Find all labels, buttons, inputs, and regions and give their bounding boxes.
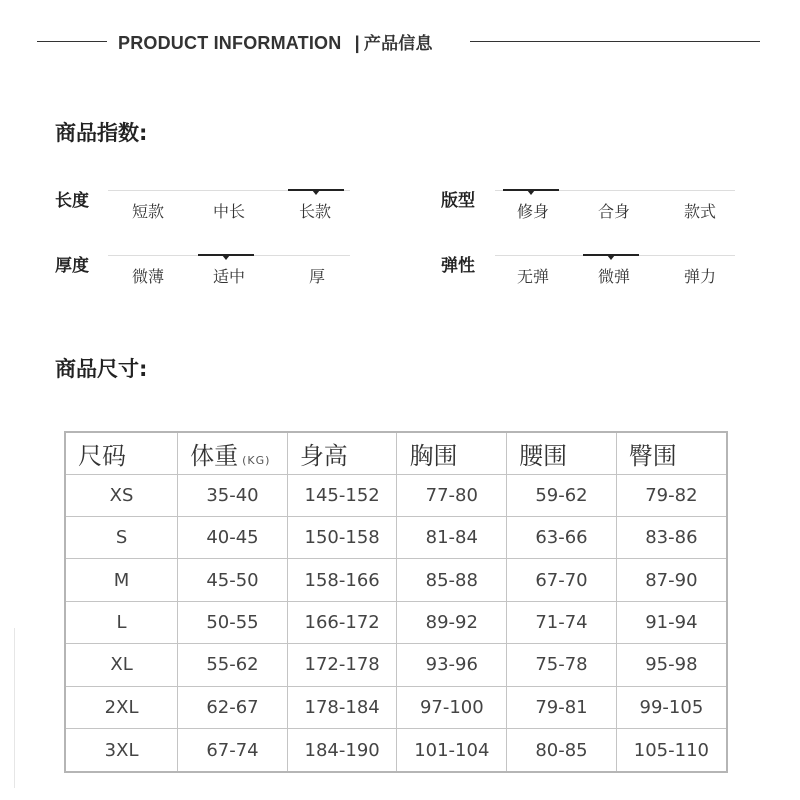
attr-option-selected: 适中 — [212, 267, 245, 286]
table-cell: 67-74 — [178, 729, 288, 772]
weight-unit: (KG) — [242, 453, 271, 467]
attr-marker-fit — [503, 189, 559, 191]
attr-option: 合身 — [597, 202, 630, 221]
size-section-title: 商品尺寸: — [55, 357, 148, 381]
table-cell: 150-158 — [287, 516, 397, 558]
table-cell: S — [65, 516, 178, 558]
table-row — [65, 729, 727, 772]
header-title-cn: 产品信息 — [363, 34, 433, 54]
column-header-weight-label: 体重 — [190, 441, 239, 470]
table-row — [65, 644, 727, 686]
attr-marker-thickness — [198, 254, 254, 256]
attr-option-selected: 长款 — [298, 202, 331, 221]
header-right-rule — [470, 41, 760, 42]
table-cell: 89-92 — [397, 601, 507, 643]
attr-option: 厚 — [308, 267, 325, 286]
header-separator: | — [354, 33, 360, 53]
attr-option-selected: 微弹 — [597, 267, 630, 286]
table-cell: 45-50 — [178, 559, 288, 601]
table-cell: 67-70 — [507, 559, 617, 601]
table-cell: 35-40 — [178, 474, 288, 516]
attr-label-length: 长度 — [55, 191, 89, 211]
table-cell: 178-184 — [287, 686, 397, 728]
table-cell: XS — [65, 474, 178, 516]
attr-option: 无弹 — [516, 267, 549, 286]
table-row — [65, 559, 727, 601]
table-cell: 91-94 — [616, 601, 727, 643]
table-cell: 79-81 — [507, 686, 617, 728]
table-cell: 184-190 — [287, 729, 397, 772]
table-cell: 158-166 — [287, 559, 397, 601]
attr-option: 短款 — [131, 202, 164, 221]
attr-marker-length — [288, 189, 344, 191]
table-cell: 93-96 — [397, 644, 507, 686]
attr-label-elasticity: 弹性 — [441, 256, 475, 276]
table-cell: 3XL — [65, 729, 178, 772]
table-cell: 95-98 — [616, 644, 727, 686]
table-cell: M — [65, 559, 178, 601]
table-header-row — [65, 432, 727, 474]
table-cell: L — [65, 601, 178, 643]
attr-option: 款式 — [683, 202, 716, 221]
column-header-chest: 胸围 — [397, 432, 507, 474]
attr-option: 弹力 — [683, 267, 716, 286]
header-title-en: PRODUCT INFORMATION — [118, 33, 342, 53]
attr-option: 微薄 — [131, 267, 164, 286]
table-cell: 172-178 — [287, 644, 397, 686]
header-title — [118, 29, 433, 54]
header-left-rule — [37, 41, 107, 42]
table-cell: 2XL — [65, 686, 178, 728]
table-cell: 59-62 — [507, 474, 617, 516]
table-row — [65, 601, 727, 643]
table-cell: 71-74 — [507, 601, 617, 643]
table-cell: 81-84 — [397, 516, 507, 558]
attr-option-selected: 修身 — [516, 202, 549, 221]
table-cell: XL — [65, 644, 178, 686]
index-section-title: 商品指数: — [55, 121, 148, 145]
table-cell: 166-172 — [287, 601, 397, 643]
table-row — [65, 474, 727, 516]
table-cell: 62-67 — [178, 686, 288, 728]
table-cell: 101-104 — [397, 729, 507, 772]
table-cell: 75-78 — [507, 644, 617, 686]
table-cell: 63-66 — [507, 516, 617, 558]
attr-marker-elasticity — [583, 254, 639, 256]
page-header — [0, 28, 800, 54]
column-header-height: 身高 — [287, 432, 397, 474]
table-cell: 85-88 — [397, 559, 507, 601]
attr-label-thickness: 厚度 — [55, 256, 89, 276]
table-cell: 105-110 — [616, 729, 727, 772]
table-cell: 50-55 — [178, 601, 288, 643]
table-cell: 87-90 — [616, 559, 727, 601]
attr-option: 中长 — [212, 202, 245, 221]
column-header-waist: 腰围 — [507, 432, 617, 474]
attr-label-fit: 版型 — [441, 191, 475, 211]
table-cell: 55-62 — [178, 644, 288, 686]
table-cell: 40-45 — [178, 516, 288, 558]
table-cell: 99-105 — [616, 686, 727, 728]
table-cell: 80-85 — [507, 729, 617, 772]
table-cell: 77-80 — [397, 474, 507, 516]
table-cell: 83-86 — [616, 516, 727, 558]
table-row — [65, 686, 727, 728]
table-cell: 97-100 — [397, 686, 507, 728]
column-header-weight — [178, 432, 288, 474]
table-cell: 79-82 — [616, 474, 727, 516]
side-divider — [14, 628, 15, 788]
column-header-hip: 臀围 — [616, 432, 727, 474]
table-cell: 145-152 — [287, 474, 397, 516]
table-row — [65, 516, 727, 558]
size-chart-table — [64, 431, 728, 773]
column-header-size: 尺码 — [65, 432, 178, 474]
